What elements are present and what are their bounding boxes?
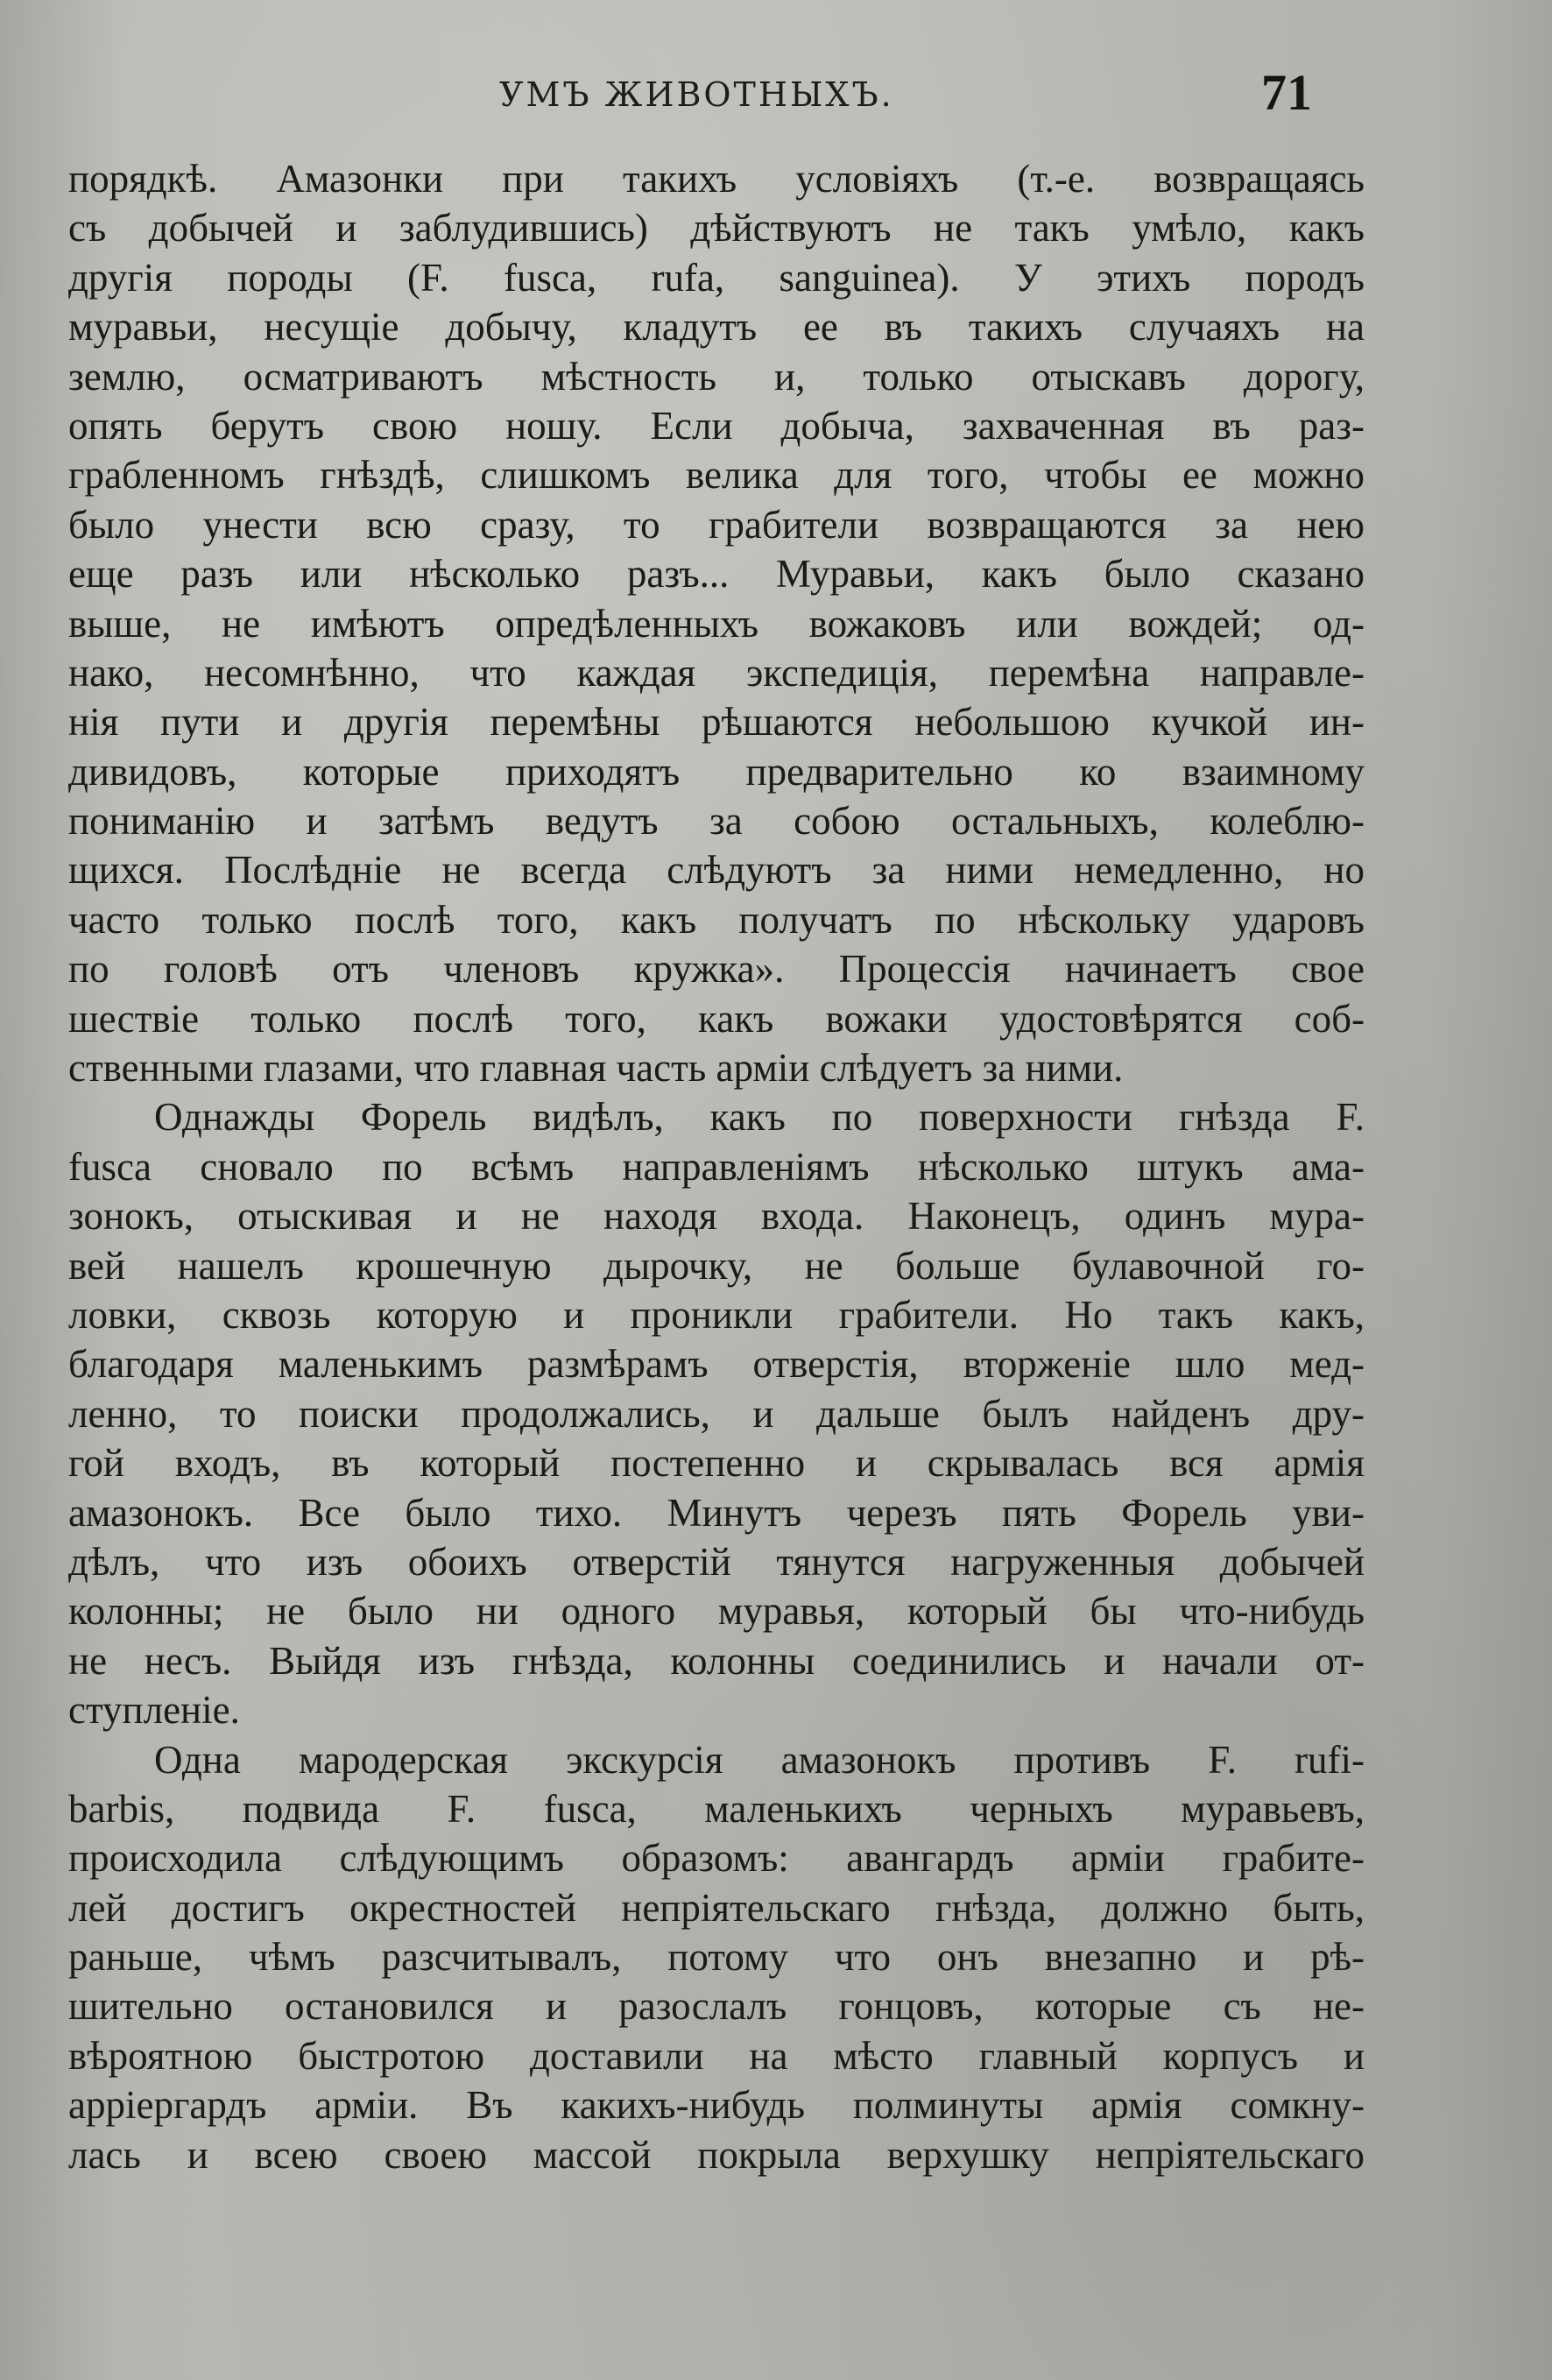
text-line: порядкѣ. Амазонки при такихъ условіяхъ (т.-е. возвращаясь: [68, 157, 1365, 201]
text-line: амазонокъ. Все было тихо. Минутъ черезъ пять Форель уви-: [68, 1490, 1365, 1535]
text-line: благодаря маленькимъ размѣрамъ отверстія, вторженіе шло мед-: [68, 1342, 1365, 1387]
text-line: ловки, сквозь которую и проникли грабители. Но такъ какъ,: [68, 1292, 1365, 1337]
page-header: [0, 64, 1552, 131]
text-line: ленно, то поиски продолжались, и дальше былъ найденъ дру-: [68, 1391, 1365, 1436]
text-line: дѣлъ, что изъ обоихъ отверстій тянутся нагруженныя добычей: [68, 1539, 1365, 1584]
text-line: арріергардъ арміи. Въ какихъ-нибудь полминуты армія сомкну-: [68, 2083, 1365, 2128]
text-line: муравьи, несущіе добычу, кладутъ ее въ такихъ случаяхъ на: [68, 305, 1365, 350]
text-line: вей нашелъ крошечную дырочку, не больше булавочной го-: [68, 1243, 1365, 1288]
text-line: опять берутъ свою ношу. Если добыча, захваченная въ раз-: [68, 403, 1365, 448]
text-line: пониманію и затѣмъ ведутъ за собою остальныхъ, колеблю-: [68, 799, 1365, 844]
paragraph-end-line: ступленіе.: [68, 1688, 240, 1733]
text-line: съ добычей и заблудившись) дѣйствуютъ не такъ умѣло, какъ: [68, 206, 1365, 251]
text-line: происходила слѣдующимъ образомъ: авангардъ арміи грабите-: [68, 1836, 1365, 1881]
text-line: еще разъ или нѣсколько разъ... Муравьи, какъ было сказано: [68, 552, 1365, 597]
text-line: barbis, подвида F. fusca, маленькихъ черныхъ муравьевъ,: [68, 1786, 1365, 1831]
text-line: щихся. Послѣдніе не всегда слѣдуютъ за ними немедленно, но: [68, 848, 1365, 893]
text-line: лась и всею своею массой покрыла верхушку непріятельскаго: [68, 2132, 1365, 2177]
text-line: раньше, чѣмъ разсчитывалъ, потому что онъ внезапно и рѣ-: [68, 1935, 1365, 1980]
text-line: нія пути и другія перемѣны рѣшаются небольшою кучкой ин-: [68, 700, 1365, 745]
text-line: колонны; не было ни одного муравья, который бы что-нибудь: [68, 1589, 1365, 1634]
page-number: 71: [1261, 64, 1312, 121]
text-line: не несъ. Выйдя изъ гнѣзда, колонны соединились и начали от-: [68, 1638, 1365, 1683]
body-text: [68, 154, 1365, 2179]
text-line: лей достигъ окрестностей непріятельскаго гнѣзда, должно быть,: [68, 1885, 1365, 1930]
text-line: fusca сновало по всѣмъ направленіямъ нѣсколько штукъ ама-: [68, 1144, 1365, 1189]
text-line: шествіе только послѣ того, какъ вожаки удостовѣрятся соб-: [68, 996, 1365, 1041]
text-line: землю, осматриваютъ мѣстность и, только отыскавъ дорогу,: [68, 354, 1365, 399]
text-line: дивидовъ, которые приходятъ предварительно ко взаимному: [68, 749, 1365, 794]
running-title: УМЪ ЖИВОТНЫХЪ.: [499, 75, 894, 114]
text-line: шительно остановился и разослалъ гонцовъ, которые съ не-: [68, 1984, 1365, 2029]
text-line: было унести всю сразу, то грабители возвращаются за нею: [68, 502, 1365, 547]
text-line: выше, не имѣютъ опредѣленныхъ вожаковъ или вождей; од-: [68, 601, 1365, 646]
paragraph-start-line: Одна мародерская экскурсія амазонокъ противъ F. rufi-: [154, 1737, 1365, 1782]
text-line: другія породы (F. fusca, rufa, sanguinea). У этихъ породъ: [68, 255, 1365, 300]
paragraph-end-line: ственными глазами, что главная часть арміи слѣдуетъ за ними.: [68, 1046, 1124, 1091]
text-line: по головѣ отъ членовъ кружка». Процессія начинаетъ свое: [68, 947, 1365, 992]
text-line: зонокъ, отыскивая и не находя входа. Наконецъ, одинъ мура-: [68, 1194, 1365, 1239]
text-line: гой входъ, въ который постепенно и скрывалась вся армія: [68, 1441, 1365, 1486]
text-line: нако, несомнѣнно, что каждая экспедиція, перемѣна направле-: [68, 650, 1365, 695]
text-line: вѣроятною быстротою доставили на мѣсто главный корпусъ и: [68, 2033, 1365, 2078]
text-line: часто только послѣ того, какъ получатъ по нѣскольку ударовъ: [68, 897, 1365, 942]
text-line: грабленномъ гнѣздѣ, слишкомъ велика для того, чтобы ее можно: [68, 453, 1365, 498]
paragraph-start-line: Однажды Форель видѣлъ, какъ по поверхности гнѣзда F.: [154, 1095, 1365, 1140]
